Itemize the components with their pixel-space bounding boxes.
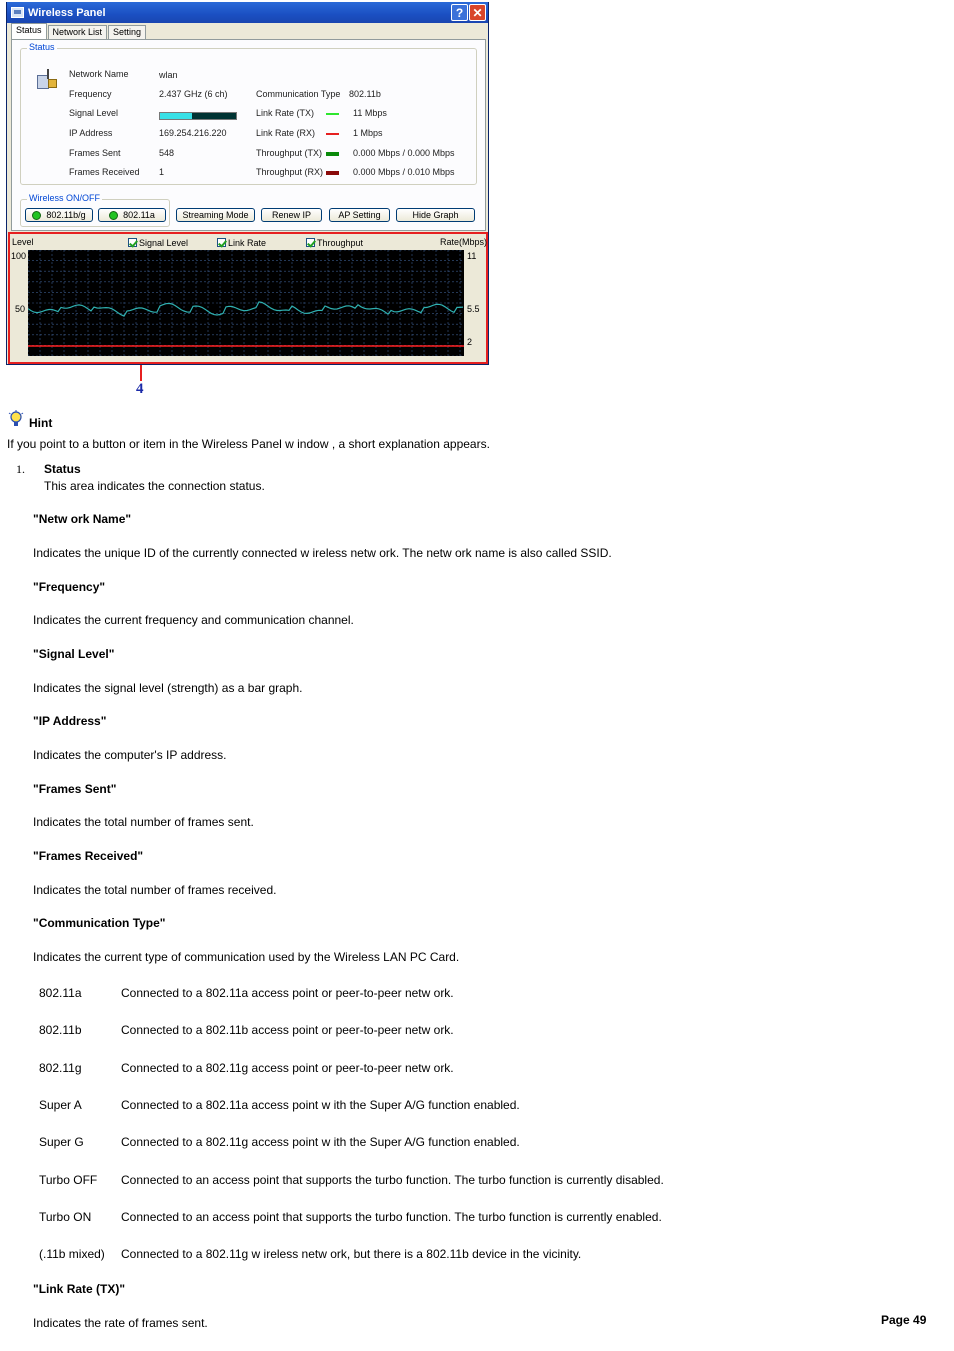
frames-received-label: Frames Received (69, 167, 140, 177)
comm-table-value: Connected to an access point that supports the turbo function. The turbo function is currently disabled. (121, 1173, 664, 1187)
callout-line (140, 365, 142, 381)
signal-level-bar (159, 112, 237, 120)
ap-setting-button[interactable]: AP Setting (329, 208, 390, 222)
item-title: "IP Address" (33, 714, 107, 728)
throughput-rx-label: Throughput (RX) (256, 167, 324, 177)
checkbox-checked-icon (306, 238, 315, 247)
hint-text: If you point to a button or item in the Wireless Panel w indow , a short explanation appears. (7, 437, 490, 451)
throughput-tx-legend (326, 152, 339, 156)
comm-table-key: 802.11g (39, 1061, 82, 1075)
item-title: "Signal Level" (33, 647, 115, 661)
comm-table-key: 802.11b (39, 1023, 82, 1037)
signal-level-label: Signal Level (69, 108, 119, 118)
help-button[interactable]: ? (451, 4, 468, 21)
comm-table-key: Turbo OFF (39, 1173, 98, 1187)
close-button[interactable]: ✕ (469, 4, 486, 21)
frames-sent-label: Frames Sent (69, 148, 121, 158)
signal-level-checkbox[interactable]: Signal Level (128, 238, 188, 248)
signal-level-fill (160, 113, 192, 119)
link-rate-tx-label: Link Rate (TX) (256, 108, 315, 118)
right-tick-11: 11 (467, 251, 477, 261)
comm-table-value: Connected to an access point that supports the turbo function. The turbo function is currently enabled. (121, 1210, 662, 1224)
item-desc: Indicates the unique ID of the currently connected w ireless netw ork. The netw ork name is also called SSID. (33, 546, 612, 560)
throughput-rx-legend (326, 171, 339, 175)
item-title: "Frames Received" (33, 849, 144, 863)
comm-table-value: Connected to a 802.11b access point or peer-to-peer netw ork. (121, 1023, 454, 1037)
tab-setting[interactable]: Setting (108, 25, 146, 39)
comm-table-value: Connected to a 802.11g access point or peer-to-peer netw ork. (121, 1061, 454, 1075)
item-desc: Indicates the computer's IP address. (33, 748, 227, 762)
wireless-onoff-label: Wireless ON/OFF (29, 193, 100, 203)
throughput-tx-label: Throughput (TX) (256, 148, 323, 158)
item-desc: Indicates the signal level (strength) as a bar graph. (33, 681, 303, 695)
frequency-value: 2.437 GHz (6 ch) (159, 89, 228, 99)
frames-sent-value: 548 (159, 148, 175, 158)
status-group (20, 42, 477, 185)
link-rate-tx-value: 11 Mbps (353, 108, 387, 118)
comm-table-key: (.11b mixed) (39, 1247, 105, 1261)
streaming-mode-button[interactable]: Streaming Mode (176, 208, 255, 222)
signal-graph-plot (28, 250, 464, 356)
link-rate-tx-title: "Link Rate (TX)" (33, 1282, 126, 1296)
tab-status[interactable]: Status (11, 23, 47, 39)
item-title: "Frames Sent" (33, 782, 117, 796)
window-title: Wireless Panel (28, 6, 106, 19)
ip-address-value: 169.254.216.220 (159, 128, 227, 138)
network-name-value: wlan (159, 70, 178, 80)
checkbox-checked-icon (128, 238, 137, 247)
frequency-label: Frequency (69, 89, 112, 99)
right-tick-5.5: 5.5 (467, 304, 480, 314)
wireless-80211a-button[interactable]: 802.11a (98, 208, 166, 222)
link-rate-rx-legend (326, 133, 339, 135)
hint-title: Hint (29, 416, 53, 430)
wireless-80211bg-button[interactable]: 802.11b/g (25, 208, 93, 222)
led-on-icon (32, 211, 41, 220)
item-desc: Indicates the current frequency and communication channel. (33, 613, 354, 627)
status-section-desc: This area indicates the connection status. (44, 479, 265, 493)
comm-type-label: Communication Type (256, 89, 341, 99)
led-on-icon (109, 211, 118, 220)
right-tick-2: 2 (467, 337, 473, 347)
link-rate-checkbox[interactable]: Link Rate (217, 238, 266, 248)
link-rate-rx-value: 1 Mbps (353, 128, 383, 138)
page-number: Page 49 (881, 1313, 927, 1327)
comm-table-value: Connected to a 802.11a access point w ith the Super A/G function enabled. (121, 1098, 520, 1112)
link-rate-tx-desc: Indicates the rate of frames sent. (33, 1316, 208, 1330)
status-tab-page (11, 39, 486, 231)
comm-table-value: Connected to a 802.11g w ireless netw ork, but there is a 802.11b device in the vicinity. (121, 1247, 582, 1261)
item-desc: Indicates the total number of frames received. (33, 883, 277, 897)
item-title: "Communication Type" (33, 916, 166, 930)
item-title: "Netw ork Name" (33, 512, 132, 526)
throughput-rx-value: 0.000 Mbps / 0.010 Mbps (353, 167, 455, 177)
throughput-tx-value: 0.000 Mbps / 0.000 Mbps (353, 148, 455, 158)
comm-table-key: 802.11a (39, 986, 82, 1000)
title-bar (7, 2, 488, 23)
item-desc: Indicates the total number of frames sent. (33, 815, 254, 829)
wireless-panel-window (6, 2, 489, 365)
comm-table-value: Connected to a 802.11g access point w ith the Super A/G function enabled. (121, 1135, 520, 1149)
throughput-checkbox[interactable]: Throughput (306, 238, 363, 248)
tab-strip (11, 25, 147, 39)
comm-table-key: Turbo ON (39, 1210, 92, 1224)
checkbox-checked-icon (217, 238, 226, 247)
hide-graph-button[interactable]: Hide Graph (396, 208, 475, 222)
ip-address-label: IP Address (69, 128, 113, 138)
status-section-title: Status (44, 462, 81, 476)
comm-type-value: 802.11b (349, 89, 381, 99)
frames-received-value: 1 (159, 167, 165, 177)
graph-area (8, 232, 488, 364)
item-desc: Indicates the current type of communication used by the Wireless LAN PC Card. (33, 950, 460, 964)
wireless-app-icon (11, 7, 24, 18)
lightbulb-icon (8, 410, 24, 428)
list-number: 1. (16, 462, 25, 476)
comm-table-key: Super A (39, 1098, 82, 1112)
network-lock-icon (34, 67, 60, 93)
graph-level-label: Level (12, 237, 34, 247)
left-tick-50: 50 (15, 304, 26, 314)
left-tick-100: 100 (11, 251, 27, 261)
graph-rate-label: Rate(Mbps) (440, 237, 488, 247)
comm-table-value: Connected to a 802.11a access point or peer-to-peer netw ork. (121, 986, 454, 1000)
callout-number: 4 (136, 381, 144, 397)
status-group-label: Status (29, 42, 55, 52)
tab-network-list[interactable]: Network List (48, 25, 108, 39)
network-name-label: Network Name (69, 69, 129, 79)
link-rate-rx-label: Link Rate (RX) (256, 128, 316, 138)
item-title: "Frequency" (33, 580, 106, 594)
renew-ip-button[interactable]: Renew IP (261, 208, 322, 222)
comm-table-key: Super G (39, 1135, 84, 1149)
link-rate-tx-legend (326, 113, 339, 115)
